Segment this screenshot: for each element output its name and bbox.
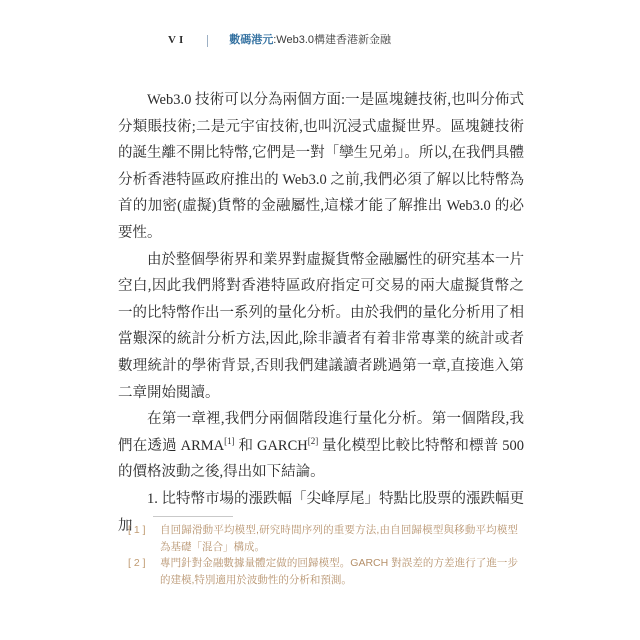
- running-header: [168, 33, 391, 48]
- paragraph: [118, 87, 524, 247]
- footnote: [128, 522, 518, 555]
- footnotes: [128, 522, 518, 588]
- footnote-reference: [1]: [224, 435, 235, 446]
- book-title-highlight: 數碼港元: [229, 34, 274, 46]
- page-number: VI: [168, 34, 187, 46]
- paragraph-text: 1. 比特幣市場的漲跌幅「尖峰厚尾」特點比股票的漲跌幅更加: [118, 490, 524, 534]
- footnote-reference: [2]: [307, 435, 319, 446]
- footnote-marker: [ 1 ]: [128, 524, 146, 536]
- paragraph-text: 量化模型比較比特幣和標普 500 的價格波動之後,得出如下結論。: [118, 437, 524, 481]
- book-title-rest: :Web3.0構建香港新金融: [273, 34, 392, 46]
- paragraph: [118, 406, 524, 486]
- body-text: [118, 87, 524, 539]
- paragraph-text: 在第一章裡,我們分兩個階段進行量化分析。第一個階段,我們在透過 ARMA: [118, 411, 524, 454]
- paragraph-text: 和 GARCH: [234, 437, 308, 454]
- book-title: [229, 33, 391, 48]
- footnote-text: 自回歸滑動平均模型,研究時間序列的重要方法,由自回歸模型與移動平均模型為基礎「混合」構成。: [160, 524, 518, 553]
- footnote-marker: [ 2 ]: [128, 557, 146, 569]
- header-divider: [207, 35, 208, 47]
- paragraph-text: 由於整個學術界和業界對虛擬貨幣金融屬性的研究基本一片空白,因此我們將對香港特區政府指定可交易的兩大虛擬貨幣之一的比特幣作出一系列的量化分析。由於我們的量化分析用了相當艱深的統計分析方法,因此,除非讀者有着非常專業的統計或者數理統計的學術背景,否則我們建議讀者跳過第一章,直接進入第二章開始閱讀。: [118, 251, 524, 401]
- footnote-separator: [153, 516, 233, 517]
- paragraph: [118, 247, 524, 407]
- paragraph-text: Web3.0 技術可以分為兩個方面:一是區塊鏈技術,也叫分佈式分類賬技術;二是元宇宙技術,也叫沉浸式虛擬世界。區塊鏈技術的誕生離不開比特幣,它們是一對「孿生兄弟」。所以,在我們具體分析香港特區政府推出的 Web3.0 之前,我們必須了解以比特幣為首的加密(虛擬)貨幣的金融屬性,這樣才能了解推出 Web3.0 的必要性。: [118, 92, 524, 241]
- footnote: [128, 555, 518, 588]
- footnote-text: 專門針對金融數據量體定做的回歸模型。GARCH 對誤差的方差進行了進一步的建模,特別適用於波動性的分析和預測。: [160, 557, 518, 586]
